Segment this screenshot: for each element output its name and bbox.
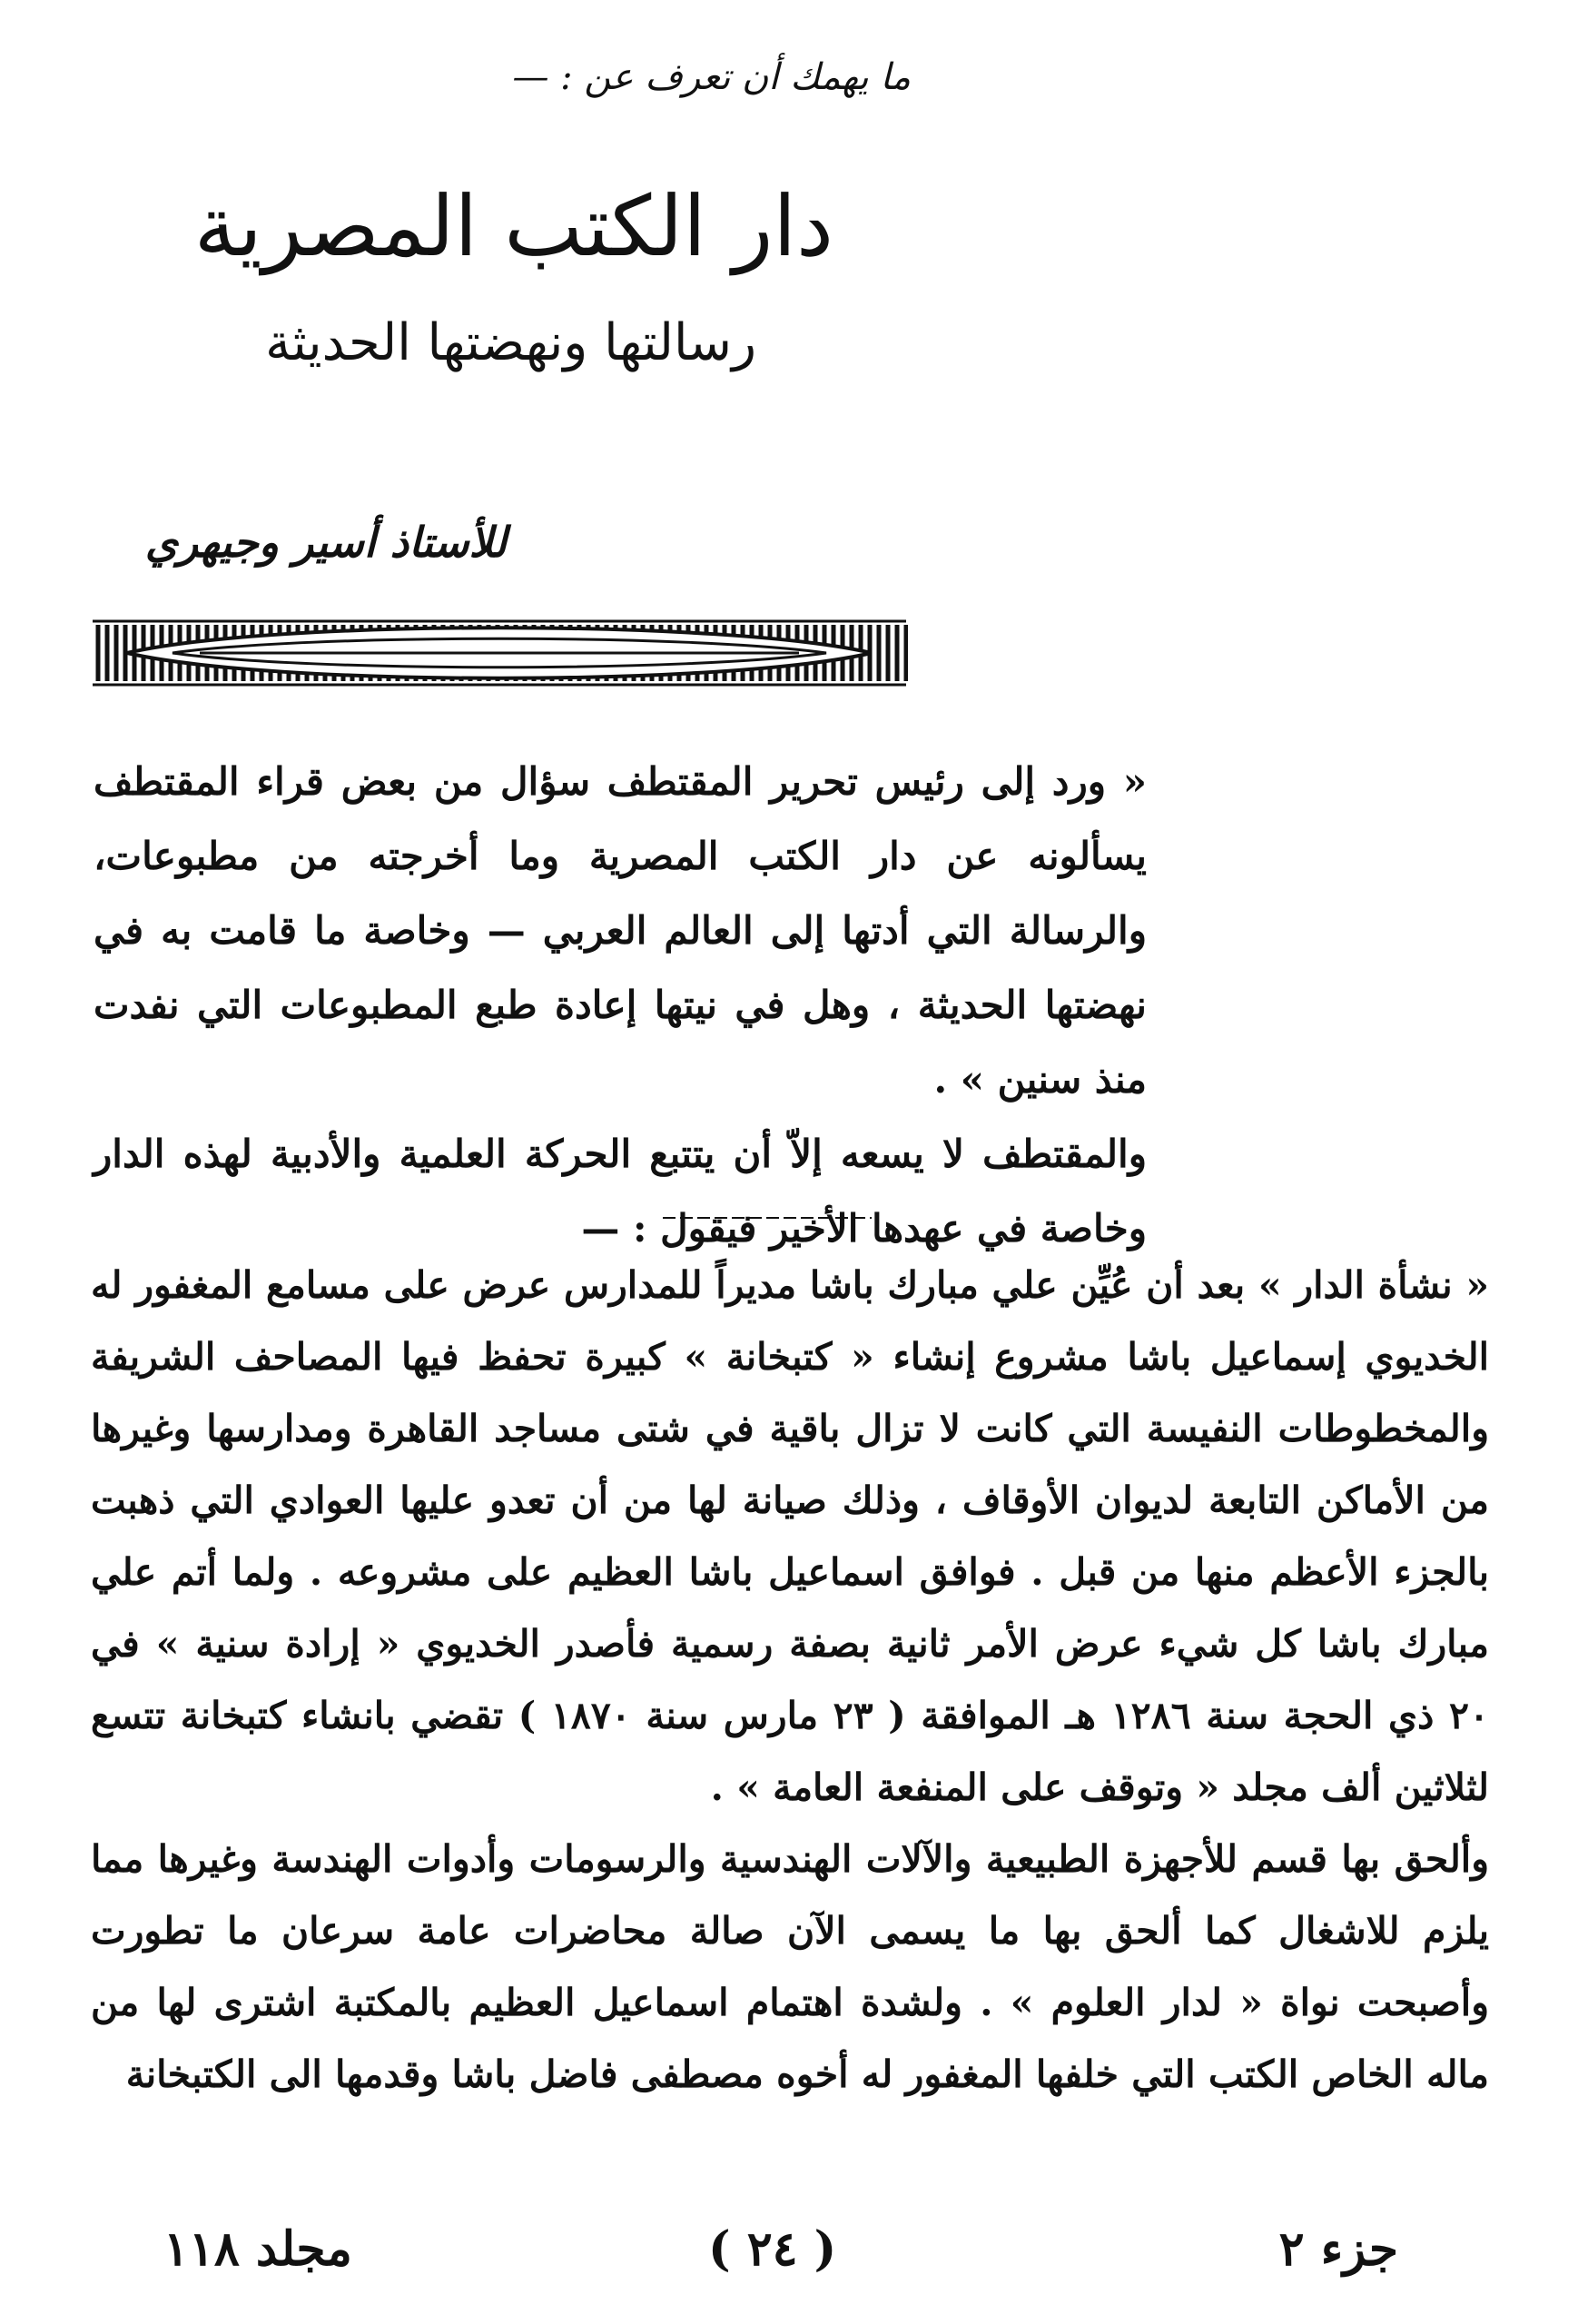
- body-paragraph: وألحق بها قسم للأجهزة الطبيعية والآلات الهندسية والرسومات وأدوات الهندسة وغيرها مما يلزم للاشغال كما ألحق بها ما يسمى الآن صالة محاضرات عامة سرعان ما تطورت وأصبحت نواة « لدار العلوم » . ولشدة اهتمام اسماعيل العظيم بالمكتبة اشترى لها من ماله الخاص الكتب التي خلفها المغفور له أخوه مصطفى فاضل باشا وقدمها الى الكتبخانة: [91, 1837, 1489, 2096]
- intro-block: [94, 745, 1147, 1266]
- series-heading: ما يهمك أن تعرف عن : —: [512, 56, 911, 98]
- ornament-divider: [91, 618, 908, 688]
- page-footer: [163, 2221, 1398, 2285]
- body-paragraph: « نشأة الدار » بعد أن عُيِّن علي مبارك باشا مديراً للمدارس عرض على مسامع المغفور له الخديوي إسماعيل باشا مشروع إنشاء « كتبخانة » كبيرة تحفظ فيها المصاحف الشريفة والمخطوطات النفيسة التي كانت لا تزال باقية في شتى مساجد القاهرة ومدارسها وغيرها من الأماكن التابعة لديوان الأوقاف ، وذلك صيانة لها من أن تعدو عليها العوادي التي ذهبت بالجزء الأعظم منها من قبل . فوافق اسماعيل باشا العظيم على مشروعه . ولما أتم علي مبارك باشا كل شيء عرض الأمر ثانية بصفة رسمية فأصدر الخديوي « إرادة سنية » في ٢٠ ذي الحجة سنة ١٢٨٦ هـ الموافقة ( ٢٣ مارس سنة ١٨٧٠ ) تقضي بانشاء كتبخانة تتسع لثلاثين ألف مجلد « وتوقف على المنفعة العامة » .: [91, 1263, 1489, 1809]
- footer-page-number: ( ٢٤ ): [708, 2221, 837, 2277]
- intro-paragraph: « ورد إلى رئيس تحرير المقتطف سؤال من بعض قراء المقتطف يسألونه عن دار الكتب المصرية وما أخرجته من مطبوعات، والرسالة التي أدتها إلى العالم العربي — وخاصة ما قامت به في نهضتها الحديثة ، وهل في نيتها إعادة طبع المطبوعات التي نفدت منذ سنين » .: [94, 759, 1147, 1102]
- author-line: للأستاذ أسير وجيهري: [144, 518, 507, 567]
- footer-part-number: جزء ٢: [1278, 2221, 1398, 2277]
- footer-volume-number: مجلد ١١٨: [163, 2221, 352, 2277]
- section-separator: [663, 1213, 872, 1222]
- article-title: دار الكتب المصرية: [193, 178, 833, 275]
- body-text: [91, 1250, 1489, 2111]
- article-subtitle: رسالتها ونهضتها الحديثة: [265, 313, 756, 372]
- intro-paragraph: والمقتطف لا يسعه إلاّ أن يتتبع الحركة العلمية والأدبية لهذه الدار وخاصة في عهدها الأخير فيقول : —: [94, 1132, 1147, 1251]
